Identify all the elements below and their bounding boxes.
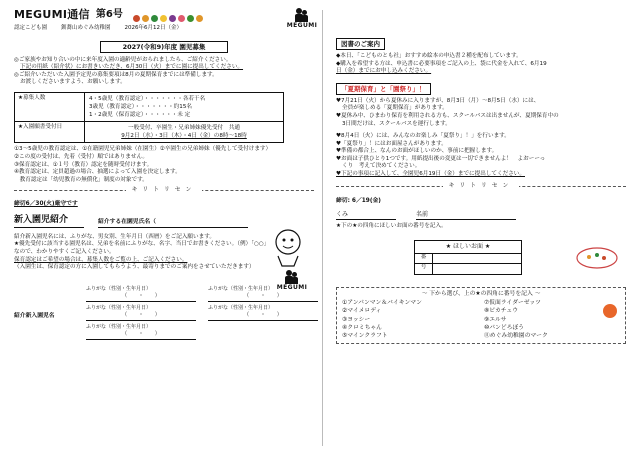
library-title: 図書のご案内 bbox=[336, 38, 385, 50]
table-row: ★募集人数 4・5歳児（教育認定）・・・・・・・各若干名 3歳児（教育認定）・・・・・・・約15名 1・2歳児（保育認定）・・・・・・未 定 bbox=[15, 93, 283, 122]
fruit-icon bbox=[187, 15, 194, 22]
fruit-icon bbox=[142, 15, 149, 22]
recruit-banner: 2027(令和9)年度 園児募集 bbox=[100, 41, 228, 53]
mask-choices: 〜 下から選び、上の★の四角に番号を記入 〜 ①アンパンマン＆バイキンマン ⑦仮面ライダーゼッツ ②マイメロディ ⑧ピカチュウ ③ヨッシー ⑨エルサ ④クロミちゃん ⑩パンどろぼう ⑤マインクラフト ⑪めぐみ幼稚園のマーク bbox=[336, 287, 626, 344]
wish-deadline: 締切: 6／19(金) bbox=[336, 197, 381, 204]
form-deadline: 締切6／30(火)厳守です bbox=[14, 201, 78, 208]
family-figure-icon bbox=[284, 270, 300, 284]
column-divider bbox=[322, 10, 323, 446]
fruit-icon bbox=[151, 15, 158, 22]
fruit-icon bbox=[196, 15, 203, 22]
library-section: 図書のご案内 ◆本日、「こどものとも社」おすすめ絵本の申込書２種を配布しています。 ◆購入を希望する方は、申込書に必要事項をご記入の上、袋に代金を入れて、6月19 日（金）までにお申し込みください。 bbox=[336, 40, 547, 75]
right-column bbox=[336, 8, 626, 344]
list-item: ③ヨッシー bbox=[342, 316, 371, 323]
list-item: ⑩パンどろぼう bbox=[484, 324, 524, 331]
newsletter-title: MEGUMI通信 bbox=[14, 8, 90, 21]
child-character-illustration bbox=[268, 226, 308, 268]
mascot-badge-icon bbox=[603, 304, 617, 318]
masthead-subline bbox=[14, 25, 314, 32]
fruit-icon bbox=[178, 15, 185, 22]
fruit-decoration bbox=[133, 15, 203, 22]
class-field[interactable]: くみ bbox=[336, 211, 396, 221]
number-entry-row[interactable]: 番 bbox=[415, 254, 521, 264]
list-item: ⑧ピカチュウ bbox=[484, 308, 519, 315]
list-item: ⑨エルサ bbox=[484, 316, 507, 323]
summer-title: 「夏期保育」と「園祭り」！ bbox=[336, 83, 431, 95]
name-field[interactable]: 名前 bbox=[416, 211, 516, 221]
table-row: ★入園願書受付日 一般受付、卒園生・兄弟姉妹優先受付 共通 9月2日（水）・3日（木）・4日（金）の8時～18時 bbox=[15, 122, 283, 142]
new-student-entries bbox=[14, 286, 314, 341]
wish-entry-box: ★ ほしいお面 ★ 番 号 bbox=[414, 240, 522, 275]
school-name: 釧蕎山めぐみ幼稚園 bbox=[61, 24, 111, 31]
recruit-notes: ①3～5歳児の教育認定は、①在籍園児兄弟姉妹（在園生）②卒園生の兄弟姉妹（優先して受付けます） ②この度の受付は、先着（受付）順ではありません。 ③保育認定は、①１号（教育）認定を随時受付けます。 ④教育認定は、定員超過の場合、抽選によって入園を決定します。 教育認定は「幼児教育の無償化」制度の対象です。 bbox=[14, 146, 272, 183]
fruit-icon bbox=[169, 15, 176, 22]
org-type: 認定こども園 bbox=[14, 24, 48, 31]
entry-slot[interactable]: ふりがな（性別・生年月日） （ ・ ） bbox=[86, 286, 196, 302]
cut-line: キリトリセン bbox=[336, 186, 626, 194]
list-item: ⑦仮面ライダーゼッツ bbox=[484, 300, 541, 307]
summer-section: 「夏期保育」と「園祭り」！ ♥7月21日（火）から夏休みに入りますが、8月3日（月）～8月5日（水）には、 全員が楽しめる「夏期保育」があります。 ♥夏休み中、ひまわり保育を利用される方も、スクールバスは出ませんが、夏期保育中の 3日間だけは、スクールバスを運行します。 ♥8月4日（火）には、みんなのお楽しみ「夏祭り」！」を行います。 ♥「夏祭り」！にはお面屋さんがあります。 ♥準備の都合上、なんのお面がほしいのか、事前に把握します。 ♥お面は子供ひとり1つです。用紙提出後の変更は一切できませんよ！ よおーーっ くり 考えて決めてください。 ♥下記の事項に記入して、全園児6月19日（金）までに提出してください。 bbox=[336, 84, 559, 177]
entry-label: 紹介新入園児名 bbox=[14, 312, 55, 319]
form-instructions: 紹介新入園児名には、ふりがな、男女別、生年月日（西暦）をご記入願います。 ★優先受付に該当する園児名は、兄弟を名前にふりがな、名字、当日でお書きください。（例）「○○」 なので、わかりやすくご記入ください。 保育認定はご希望の場合は、募集人数をご覧の上、ご記入ください。 （入園生は、保育認定の方に入園してもらうよう、最寄りまでのご案内をさせていただきます） bbox=[14, 233, 270, 271]
entry-slot[interactable]: ふりがな（性別・生年月日） （ ・ ） bbox=[86, 324, 196, 340]
recruit-info-table bbox=[14, 92, 284, 144]
referral-form-title: 新入園児紹介 bbox=[14, 215, 84, 228]
referrer-name-field[interactable]: 紹介する在園児氏名（ bbox=[98, 219, 248, 228]
entry-slot[interactable]: ふりがな（性別・生年月日） （ ・ ） bbox=[208, 305, 318, 321]
pot-illustration bbox=[574, 244, 620, 270]
list-item: ⑤マインクラフト bbox=[342, 332, 388, 339]
school-logo: MEGUMI bbox=[284, 8, 320, 30]
wish-name-fields bbox=[336, 211, 626, 221]
list-item: ④クロミちゃん bbox=[342, 324, 382, 331]
number-entry-row[interactable]: 号 bbox=[415, 264, 521, 274]
entry-slot[interactable]: ふりがな（性別・生年月日） （ ・ ） bbox=[86, 305, 196, 321]
entry-slot[interactable]: ふりがな（性別・生年月日） （ ・ ） bbox=[208, 286, 318, 302]
fruit-icon bbox=[160, 15, 167, 22]
issue-date: 2026年6月12日（金） bbox=[124, 24, 183, 31]
fruit-icon bbox=[133, 15, 140, 22]
wish-instructions: ★下の★の四角にほしいお面の番号を記入。 bbox=[336, 223, 447, 230]
family-figure-icon bbox=[294, 8, 310, 22]
left-column bbox=[14, 8, 318, 340]
form-logo: MEGUMI bbox=[274, 270, 310, 292]
masthead bbox=[14, 8, 314, 22]
issue-number: 第6号 bbox=[95, 9, 123, 21]
list-item: ①アンパンマン＆バイキンマン bbox=[342, 300, 422, 307]
list-item: ②マイメロディ bbox=[342, 308, 382, 315]
cut-line: キリトリセン bbox=[14, 190, 314, 198]
list-item: ⑪めぐみ幼稚園のマーク bbox=[484, 332, 548, 339]
recruit-intro: ◎ご家族やお知り合いの中に来年度入園の適齢児がおられましたら、ご紹介ください。 下記の用紙（紹介状）にお書きいただき、6月30日（火）までに園に提出してください。 ◎ご紹介いただいた入園予定児の募集要項は8月の夏期保育までには準備します。 お渡しくださいますよう、お願いします。 bbox=[14, 56, 244, 86]
